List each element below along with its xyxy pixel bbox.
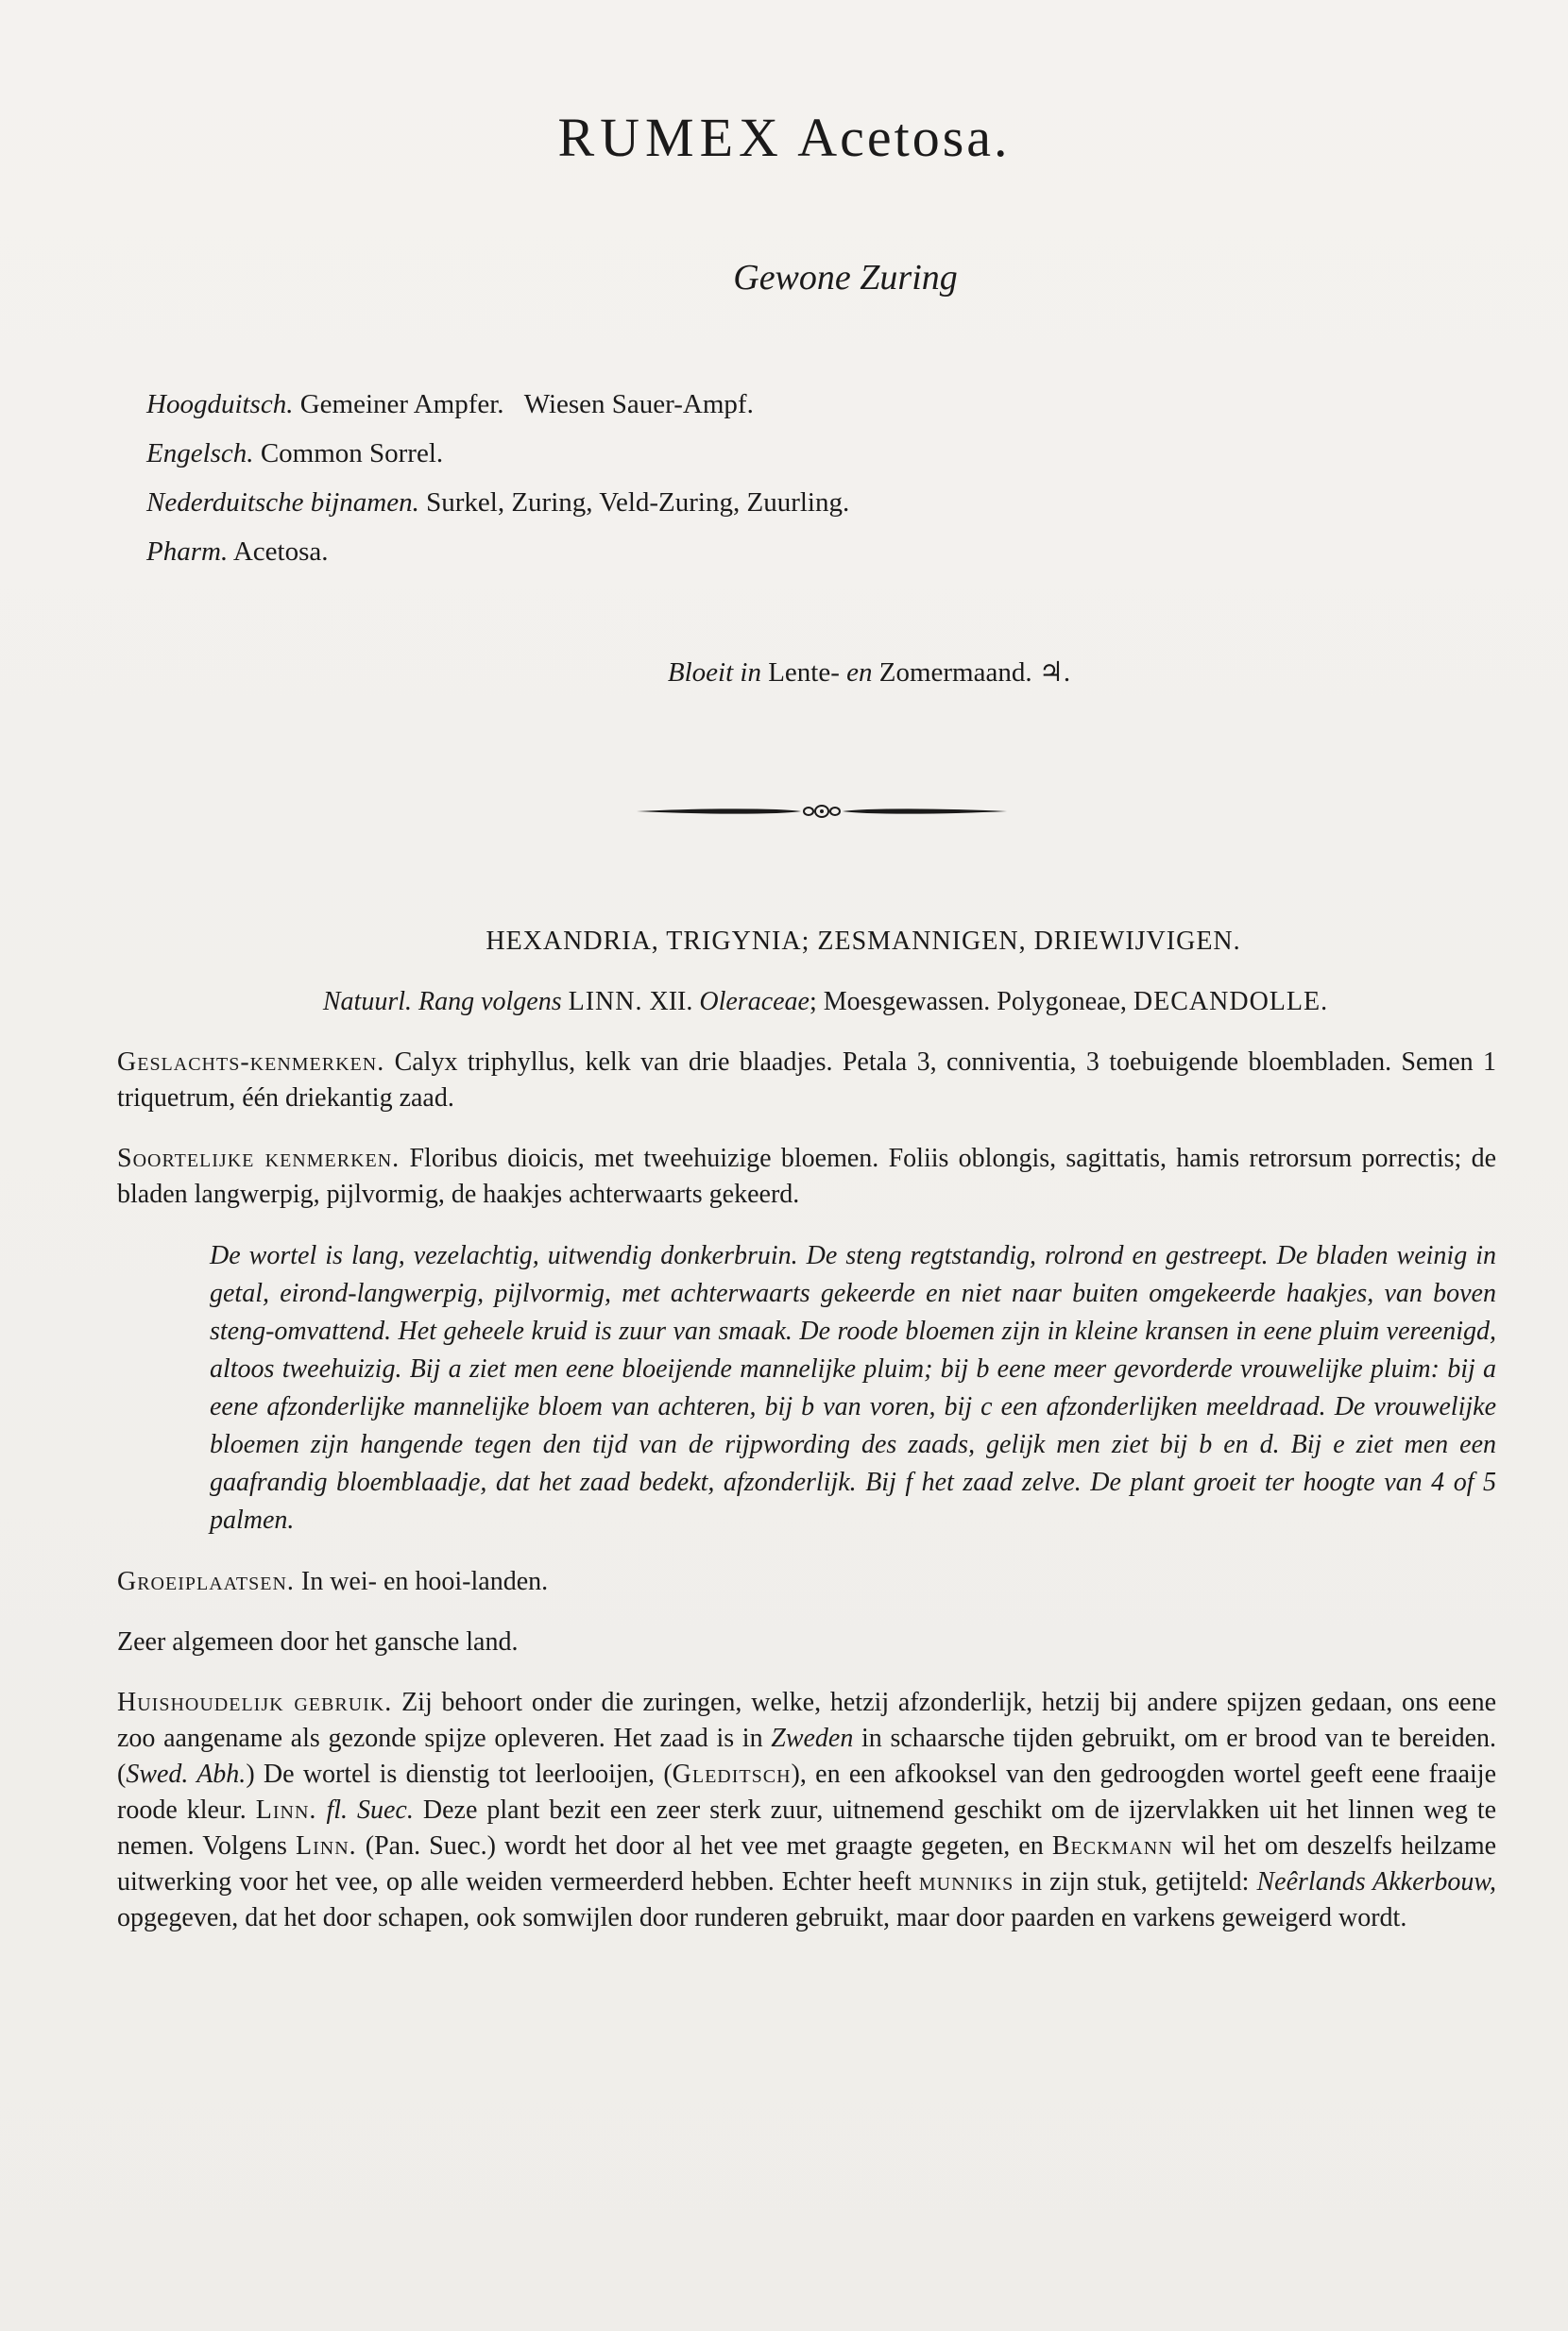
page-title (0, 106, 1568, 169)
use-reference: Swed. Abh. (126, 1760, 247, 1789)
bloom-season-b: Zomermaand. (878, 657, 1032, 688)
habitat-label: Groeiplaatsen. (117, 1567, 295, 1596)
species-characters-label: Soortelijke kenmerken. (117, 1144, 401, 1173)
name-language: Pharm. (146, 536, 229, 567)
name-line (146, 478, 1374, 527)
name-line (146, 527, 1374, 576)
household-use-label: Huishoudelijk gebruik. (117, 1688, 393, 1717)
page-body (117, 924, 1496, 1961)
use-author: Gleditsch (672, 1760, 792, 1789)
genus-characters (117, 1045, 1496, 1116)
habitat-text: In wei- en hooi-landen. (300, 1567, 549, 1596)
use-author: Linn. (296, 1831, 357, 1861)
bloom-prefix: Bloeit (667, 657, 734, 688)
common-name: Gewone Zuring (733, 258, 958, 298)
name-language: Hoogduitsch. (146, 389, 294, 419)
linn-abbrev: LINN. (568, 987, 643, 1016)
use-text: ) De wortel is dienstig tot leerlooijen, ( (246, 1760, 673, 1789)
name-language: Nederduitsche bijnamen. (146, 487, 419, 518)
name-line (146, 380, 1374, 429)
genus-name: RUMEX (557, 107, 784, 168)
rank-oleraceae: Oleraceae (699, 987, 810, 1016)
bloom-season-a: Lente- (768, 657, 840, 688)
name-text: Surkel, Zuring, Veld-Zuring, Zuurling. (426, 487, 850, 518)
use-reference: fl. Suec. (326, 1795, 414, 1825)
use-author: munniks (918, 1867, 1014, 1897)
use-text: in schaarsche tijden gebruikt, om er brood van te bereiden. ( (117, 1724, 1496, 1789)
natural-rank (117, 984, 1496, 1020)
natural-rank-label: Natuurl. Rang volgens (322, 987, 562, 1016)
species-characters-text: Floribus dioicis, met tweehuizige bloemen. Foliis oblongis, sagittatis, hamis retrorsum porrectis; de bladen langwerpig, pijlvormig, de haakjes achterwaarts gekeerd. (117, 1144, 1496, 1209)
use-text: ), en een afkooksel van den gedroogden wortel geeft eene fraaije roode kleur. (117, 1760, 1497, 1825)
description: De wortel is lang, vezelachtig, uitwendig donkerbruin. De steng regtstandig, rolrond en gestreept. De bladen weinig in getal, eirond-langwerpig, pijlvormig, met achterwaarts gekeerde en niet naar buiten omgekeerde haakjes, van boven steng-omvattend. Het geheele kruid is zuur van smaak. De roode bloemen zijn in kleine kransen in eene pluim vereenigd, altoos tweehuizig. Bij a ziet men eene bloeijende mannelijke pluim; bij b eene meer gevorderde vrouwelijke pluim: bij a eene afzonderlijke mannelijke bloem van achteren, bij b van voren, bij c een afzonderlijken meeldraad. De vrouwelijke bloemen zijn hangende tegen den tijd van de rijpwording des zaads, gelijk men ziet bij b en d. Bij e ziet men een gaafrandig bloemblaadje, dat het zaad bedekt, afzonderlijk. Bij f het zaad zelve. De plant groeit ter hoogte van 4 of 5 palmen. (210, 1241, 1496, 1535)
rank-number: XII. (649, 987, 693, 1016)
use-text: Zij behoort onder die zuringen, welke, hetzij afzonderlijk, hetzij bij andere spijzen gedaan, ons eene zoo aangename als gezonde spijze opleveren. Het zaad is in (117, 1688, 1496, 1753)
name-line (146, 429, 1374, 478)
bloom-in: in (740, 657, 761, 688)
habitat-note: Zeer algemeen door het gansche land. (117, 1627, 519, 1657)
use-place: Zweden (771, 1724, 854, 1753)
use-text: in zijn stuk, getijteld: (1021, 1867, 1250, 1897)
use-text: wil het om deszelfs heilzame uitwerking voor het vee, op alle weiden vermeerderd hebben. Echter heeft (117, 1831, 1497, 1897)
use-text: (Pan. Suec.) wordt het door al het vee met graagte gegeten, en (365, 1831, 1044, 1861)
genus-characters-label: Geslachts-kenmerken. (117, 1047, 385, 1077)
habitat (117, 1564, 1496, 1600)
vernacular-names (146, 380, 1374, 576)
rank-text: ; Moesgewassen. Polygoneae, (809, 987, 1127, 1016)
use-reference: Neêrlands Akkerbouw, (1256, 1867, 1497, 1897)
name-text: Gemeiner Ampfer. Wiesen Sauer-Ampf. (299, 389, 754, 419)
bloom-period (0, 655, 1568, 689)
name-language: Engelsch. (146, 438, 254, 468)
use-author: Beckmann (1051, 1831, 1173, 1861)
decandolle: DECANDOLLE. (1133, 987, 1329, 1016)
genus-characters-text: Calyx triphyllus, kelk van drie blaadjes. Petala 3, conniventia, 3 toebuigende bloembladen. Semen 1 triquetrum, één driekantig zaad. (117, 1047, 1496, 1113)
name-text: Acetosa. (232, 536, 329, 567)
use-text: opgegeven, dat het door schapen, ook somwijlen door runderen gebruikt, maar door paarden en varkens geweigerd wordt. (117, 1903, 1407, 1932)
species-name: Acetosa. (797, 107, 1011, 168)
classification: HEXANDRIA, TRIGYNIA; ZESMANNIGEN, DRIEWIJVIGEN. (486, 927, 1241, 956)
name-text: Common Sorrel. (260, 438, 444, 468)
use-text: Deze plant bezit een zeer sterk zuur, uitnemend geschikt om de ijzervlakken uit het linnen weg te nemen. Volgens (117, 1795, 1497, 1861)
perennial-symbol: ♃. (1038, 657, 1071, 688)
use-author: Linn. (255, 1795, 317, 1825)
household-use (117, 1685, 1496, 1936)
ornament-divider-icon (635, 799, 1009, 824)
species-characters (117, 1141, 1496, 1213)
bloom-en: en (846, 657, 873, 688)
